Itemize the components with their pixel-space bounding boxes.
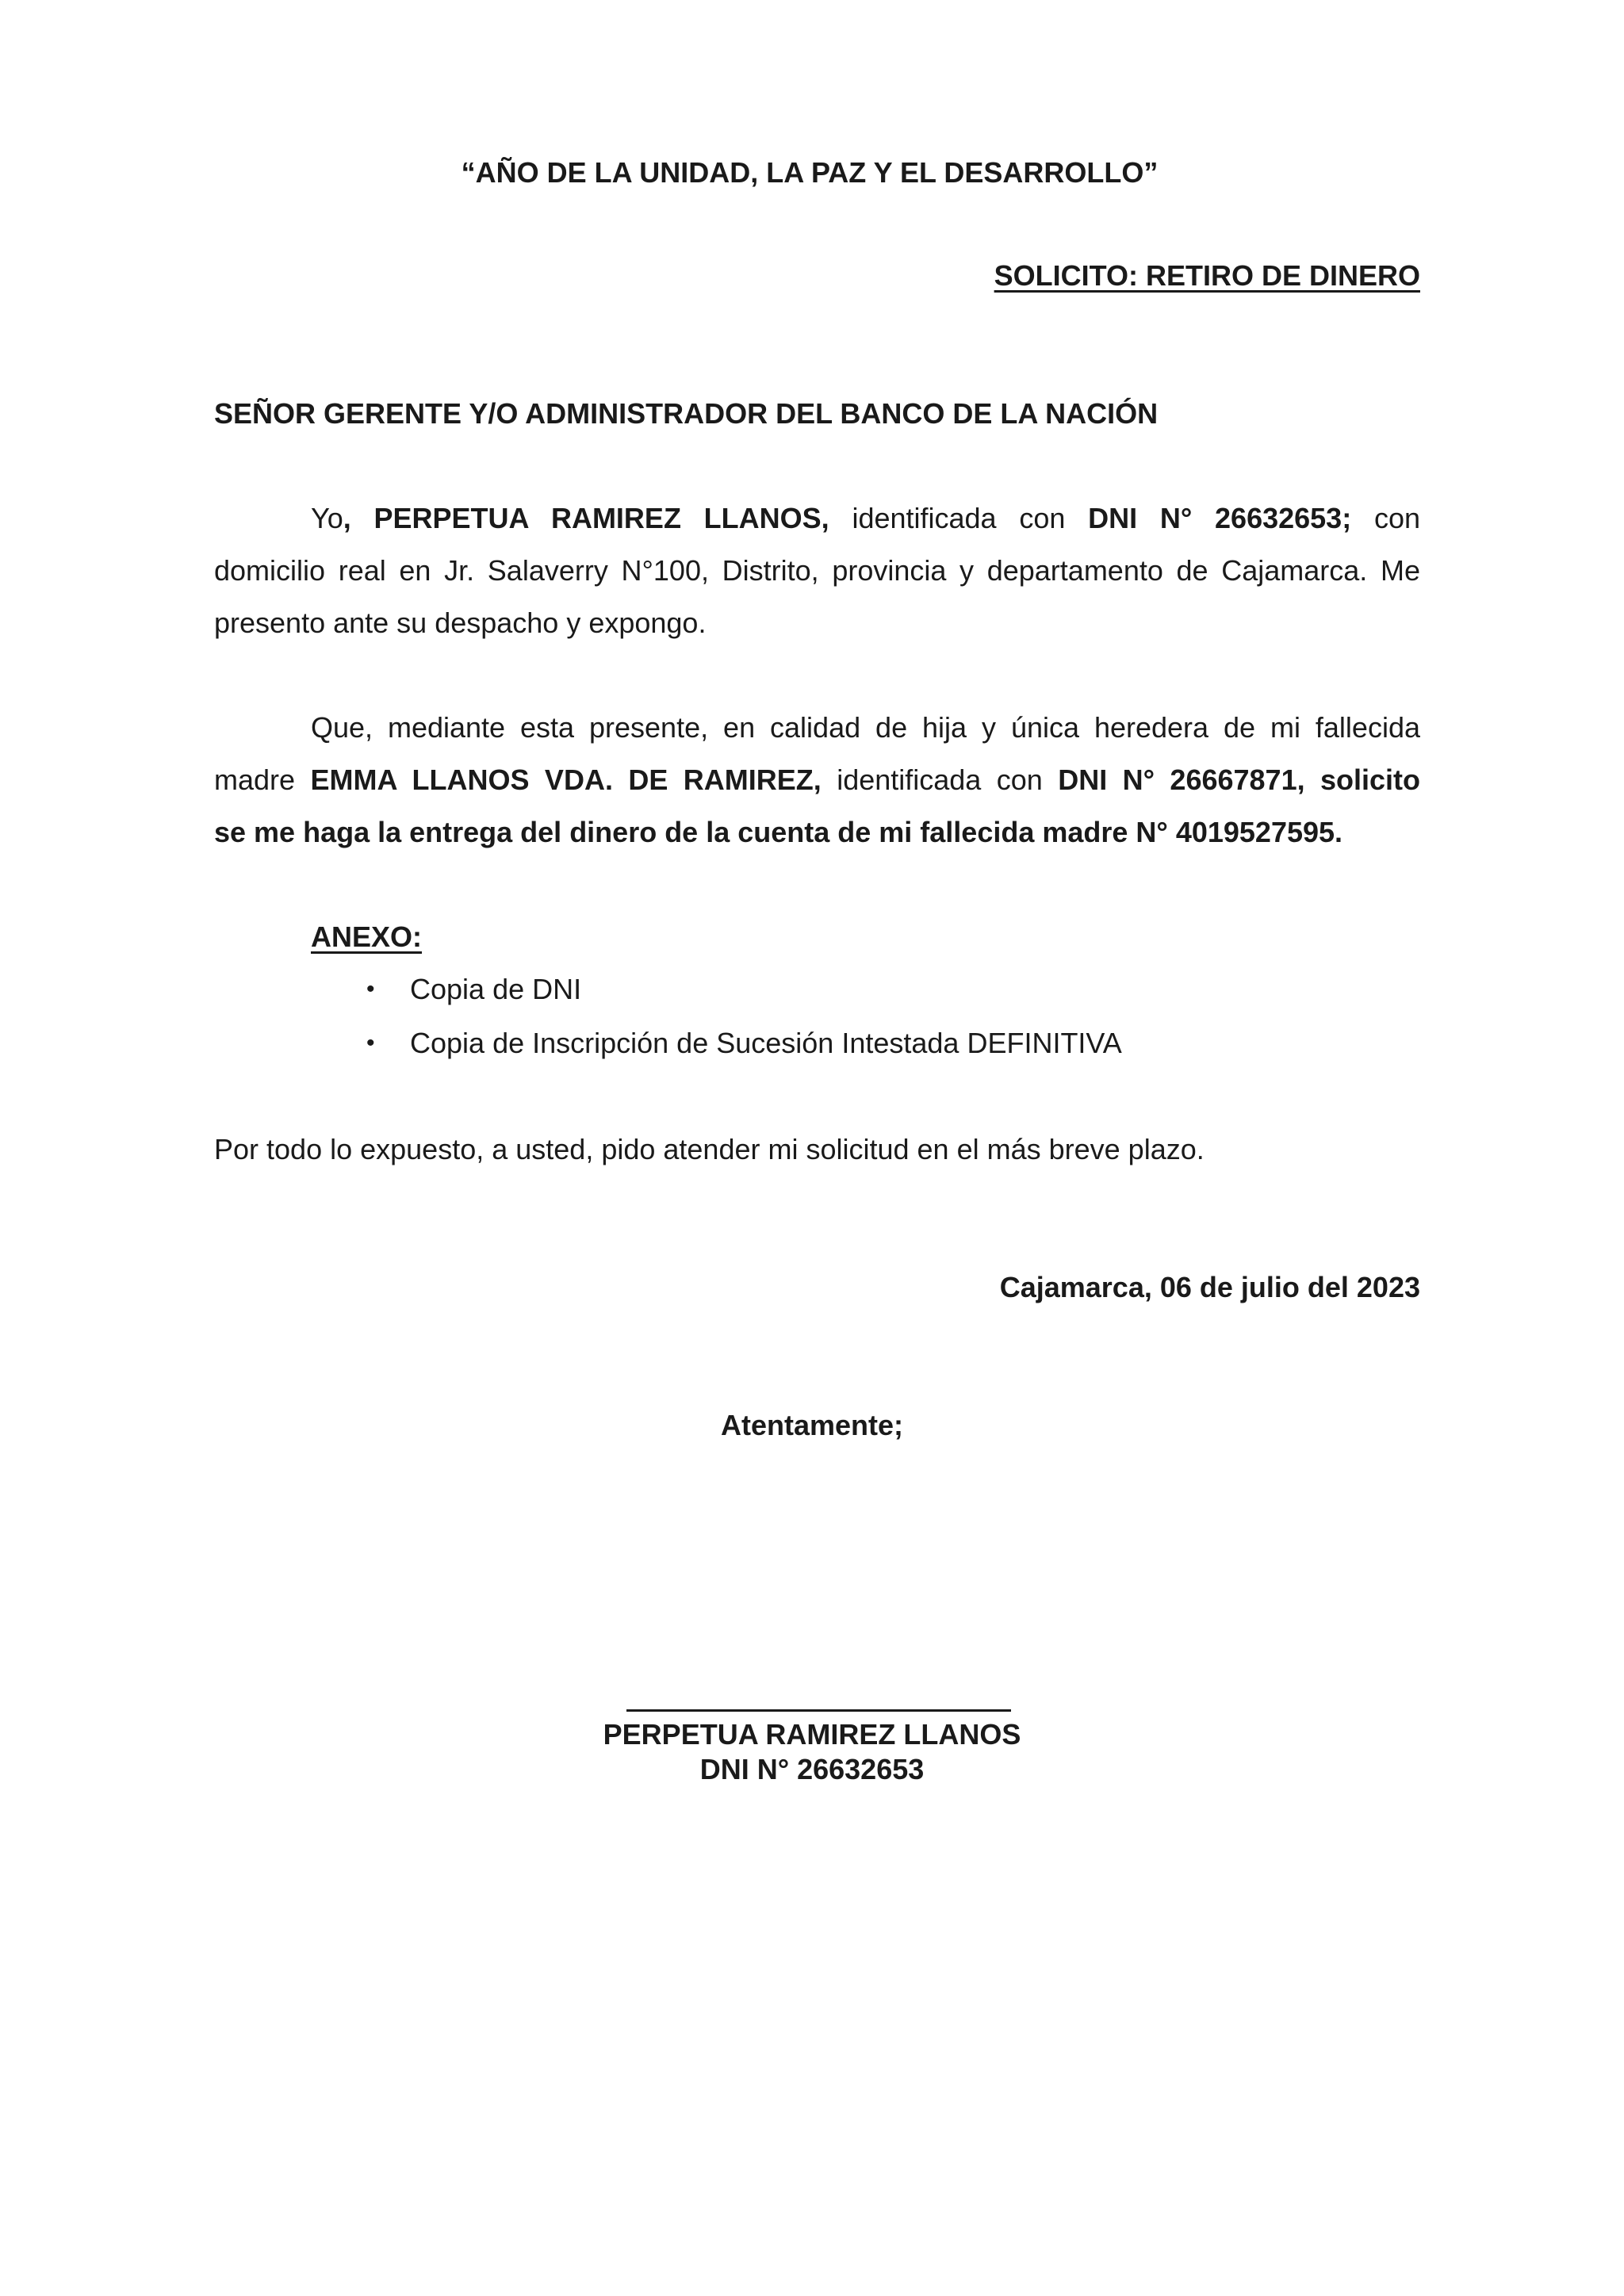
closing-request: Por todo lo expuesto, a usted, pido atender mi solicitud en el más breve plazo. <box>214 1133 1205 1165</box>
paragraph2-line1: Que, mediante esta presente, en calidad de hija y única heredera de mi fallecida <box>311 711 1420 744</box>
annex-item <box>366 1026 1122 1061</box>
signature-name: PERPETUA RAMIREZ LLANOS <box>603 1718 1021 1751</box>
paragraph2-line3: se me haga la entrega del dinero de la cuenta de mi fallecida madre N° 4019527595. <box>214 816 1343 848</box>
applicant-name: , PERPETUA RAMIREZ LLANOS, <box>343 502 829 534</box>
paragraph1-con: con <box>1351 502 1421 534</box>
year-motto: “AÑO DE LA UNIDAD, LA PAZ Y EL DESARROLLO” <box>461 156 1159 189</box>
addressee: SEÑOR GERENTE Y/O ADMINISTRADOR DEL BANCO DE LA NACIÓN <box>214 397 1159 430</box>
farewell: Atentamente; <box>720 1409 904 1441</box>
signature-dni: DNI N° 26632653 <box>699 1753 925 1785</box>
paragraph1-line3: presento ante su despacho y expongo. <box>214 607 707 639</box>
paragraph2-identified: identificada con <box>821 763 1059 796</box>
annex-title: ANEXO: <box>311 920 423 953</box>
paragraph1-line1 <box>311 501 1420 536</box>
annex-item <box>366 972 582 1007</box>
signature-line <box>626 1709 1011 1712</box>
mother-dni-solicito: DNI N° 26667871, solicito <box>1058 763 1421 796</box>
paragraph1-line2: domicilio real en Jr. Salaverry N°100, Distrito, provincia y departamento de Cajamarca. Me <box>214 554 1420 587</box>
paragraph1-identified: identificada con <box>829 502 1089 534</box>
bullet-icon: • <box>366 976 375 1002</box>
request-subject: SOLICITO: RETIRO DE DINERO <box>994 259 1420 292</box>
paragraph2-madre: madre <box>214 763 311 796</box>
annex-item-label: Copia de DNI <box>410 973 582 1005</box>
annex-item-label: Copia de Inscripción de Sucesión Intestada DEFINITIVA <box>410 1027 1122 1059</box>
applicant-dni: DNI N° 26632653; <box>1088 502 1352 534</box>
paragraph1-yo: Yo <box>311 502 343 534</box>
paragraph2-line2 <box>214 763 1420 798</box>
place-date: Cajamarca, 06 de julio del 2023 <box>999 1271 1420 1303</box>
bullet-icon: • <box>366 1030 375 1056</box>
mother-name: EMMA LLANOS VDA. DE RAMIREZ, <box>310 763 822 796</box>
